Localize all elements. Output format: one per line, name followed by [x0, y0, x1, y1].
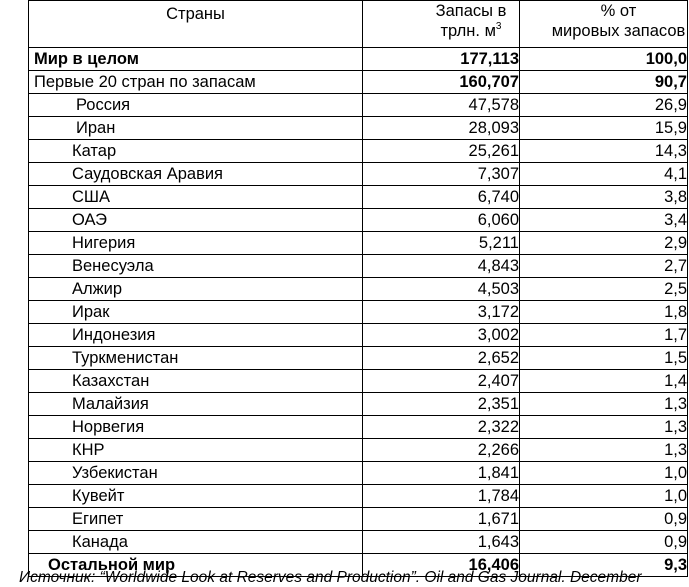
row-country-name: Индонезия	[29, 324, 363, 347]
row-country-name: Первые 20 стран по запасам	[29, 71, 363, 94]
row-reserves-value: 3,002	[363, 324, 520, 347]
row-reserves-value: 3,172	[363, 301, 520, 324]
row-country-name: Ирак	[29, 301, 363, 324]
row-reserves-value: 6,740	[363, 186, 520, 209]
row-country-name: Узбекистан	[29, 462, 363, 485]
header-row	[29, 1, 688, 48]
row-share-value: 0,9	[520, 531, 688, 554]
row-country-name: Остальной мир	[29, 554, 363, 577]
table-row	[29, 508, 688, 531]
row-share-value: 90,7	[520, 71, 688, 94]
table-row	[29, 209, 688, 232]
row-country-name: Туркменистан	[29, 347, 363, 370]
row-share-value: 3,8	[520, 186, 688, 209]
table-row	[29, 301, 688, 324]
row-share-value: 2,5	[520, 278, 688, 301]
row-country-name: Нигерия	[29, 232, 363, 255]
table-row-top20	[29, 71, 688, 94]
row-reserves-value: 47,578	[363, 94, 520, 117]
row-reserves-value: 16,406	[363, 554, 520, 577]
table-row	[29, 370, 688, 393]
row-reserves-value: 2,322	[363, 416, 520, 439]
table-row	[29, 531, 688, 554]
row-reserves-value: 5,211	[363, 232, 520, 255]
row-share-value: 0,9	[520, 508, 688, 531]
row-share-value: 1,0	[520, 485, 688, 508]
row-share-value: 9,3	[520, 554, 688, 577]
source-note: Источник: “Worldwide Look at Reserves and Production”. Oil and Gas Journal. December	[19, 569, 642, 586]
row-reserves-value: 6,060	[363, 209, 520, 232]
row-share-value: 1,3	[520, 439, 688, 462]
row-country-name: КНР	[29, 439, 363, 462]
row-reserves-value: 4,503	[363, 278, 520, 301]
row-reserves-value: 2,407	[363, 370, 520, 393]
row-share-value: 4,1	[520, 163, 688, 186]
table-row	[29, 140, 688, 163]
row-country-name: Саудовская Аравия	[29, 163, 363, 186]
row-share-value: 26,9	[520, 94, 688, 117]
table-row	[29, 485, 688, 508]
row-share-value: 1,8	[520, 301, 688, 324]
row-country-name: США	[29, 186, 363, 209]
row-reserves-value: 177,113	[363, 48, 520, 71]
row-share-value: 15,9	[520, 117, 688, 140]
table-row	[29, 462, 688, 485]
row-reserves-value: 1,841	[363, 462, 520, 485]
header-reserves-unit-sup: 3	[495, 21, 502, 32]
row-reserves-value: 1,671	[363, 508, 520, 531]
table-row-world-total	[29, 48, 688, 71]
header-countries: Страны	[29, 1, 363, 48]
table-row	[29, 324, 688, 347]
row-reserves-value: 1,643	[363, 531, 520, 554]
row-share-value: 14,3	[520, 140, 688, 163]
table-row	[29, 94, 688, 117]
row-country-name: Норвегия	[29, 416, 363, 439]
row-share-value: 2,7	[520, 255, 688, 278]
row-country-name: Канада	[29, 531, 363, 554]
row-reserves-value: 160,707	[363, 71, 520, 94]
table-row	[29, 393, 688, 416]
row-reserves-value: 25,261	[363, 140, 520, 163]
table-row	[29, 186, 688, 209]
table-row	[29, 347, 688, 370]
row-share-value: 1,4	[520, 370, 688, 393]
header-reserves-unit: трлн. м	[440, 22, 496, 40]
row-share-value: 1,3	[520, 416, 688, 439]
row-share-value: 3,4	[520, 209, 688, 232]
row-reserves-value: 1,784	[363, 485, 520, 508]
row-country-name: Малайзия	[29, 393, 363, 416]
row-country-name: Венесуэла	[29, 255, 363, 278]
row-share-value: 1,5	[520, 347, 688, 370]
table-row	[29, 278, 688, 301]
row-country-name: Мир в целом	[29, 48, 363, 71]
table-row	[29, 117, 688, 140]
row-reserves-value: 2,351	[363, 393, 520, 416]
header-reserves: Запасы в трлн. $м^3$	[363, 1, 520, 48]
row-country-name: Россия	[29, 94, 363, 117]
table-row	[29, 255, 688, 278]
header-share: % от мировых запасов	[520, 1, 688, 48]
row-country-name: Иран	[29, 117, 363, 140]
row-share-value: 100,0	[520, 48, 688, 71]
row-country-name: Египет	[29, 508, 363, 531]
row-reserves-value: 4,843	[363, 255, 520, 278]
row-country-name: Казахстан	[29, 370, 363, 393]
row-country-name: Катар	[29, 140, 363, 163]
row-country-name: Кувейт	[29, 485, 363, 508]
row-share-value: 1,3	[520, 393, 688, 416]
row-share-value: 1,0	[520, 462, 688, 485]
row-share-value: 1,7	[520, 324, 688, 347]
row-reserves-value: 7,307	[363, 163, 520, 186]
table-row	[29, 232, 688, 255]
table-row	[29, 416, 688, 439]
row-share-value: 2,9	[520, 232, 688, 255]
gas-reserves-table	[28, 0, 688, 577]
row-reserves-value: 2,652	[363, 347, 520, 370]
row-country-name: Алжир	[29, 278, 363, 301]
table-row	[29, 439, 688, 462]
table-row	[29, 163, 688, 186]
row-reserves-value: 28,093	[363, 117, 520, 140]
row-reserves-value: 2,266	[363, 439, 520, 462]
row-country-name: ОАЭ	[29, 209, 363, 232]
